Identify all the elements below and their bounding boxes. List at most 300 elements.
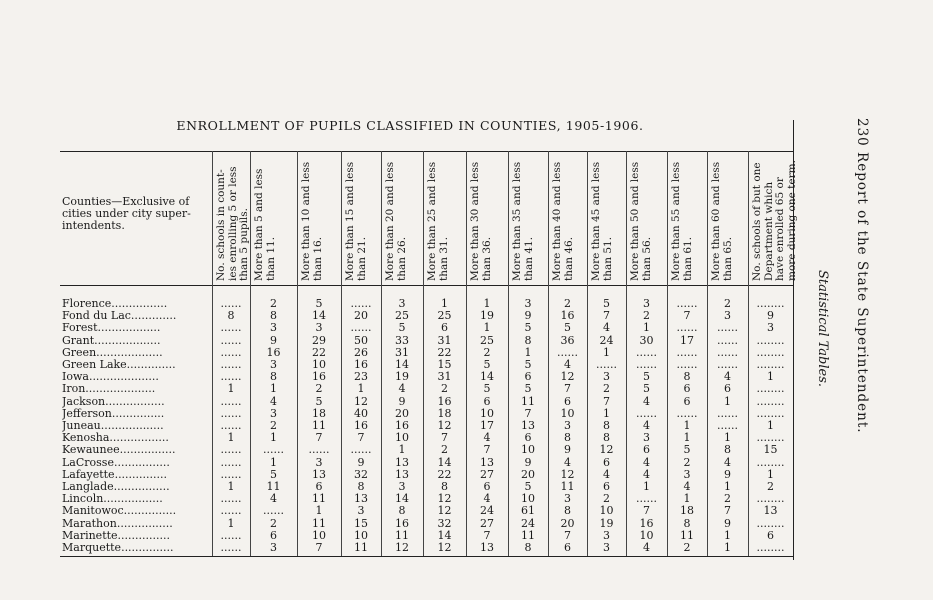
table-cell: 1 xyxy=(724,394,731,408)
table-cell: 6 xyxy=(724,382,731,396)
table-cell: 5 xyxy=(524,358,532,371)
table-cell: 13 xyxy=(480,541,494,554)
county-name: Marinette............... xyxy=(62,528,170,542)
table-cell: 5 xyxy=(398,321,406,335)
table-cell: 2 xyxy=(683,541,691,554)
table-cell: 1 xyxy=(315,504,323,518)
table-cell: ...... xyxy=(717,358,738,371)
table-cell: 16 xyxy=(639,516,654,530)
table-cell: 4 xyxy=(643,541,650,554)
table-cell: 11 xyxy=(395,528,409,542)
running-head-text: 230 Report of the State Superintendent. xyxy=(854,118,870,434)
table-cell: ...... xyxy=(220,406,242,420)
table-cell: 19 xyxy=(480,309,494,323)
table-cell: 5 xyxy=(603,297,610,310)
table-cell: ...... xyxy=(220,394,242,408)
table-cell: 4 xyxy=(564,455,571,469)
table-cell: ...... xyxy=(263,504,284,518)
table-cell: 11 xyxy=(521,394,535,408)
table-cell: 22 xyxy=(312,345,326,359)
table-cell: 2 xyxy=(270,297,277,310)
table-cell: 20 xyxy=(395,406,409,420)
table-cell: 8 xyxy=(683,370,691,384)
column-header-text: More than 45 and less than 51. xyxy=(590,161,614,281)
table-cell: 4 xyxy=(483,492,491,506)
table-cell: 11 xyxy=(312,419,326,432)
table-cell: 2 xyxy=(724,297,731,310)
top-rule xyxy=(60,151,793,152)
table-cell: 7 xyxy=(643,504,650,518)
column-header-text: No. schools of but one Department which have enrolled 65 or more during one term. xyxy=(751,160,798,281)
county-name: Kenosha................. xyxy=(62,431,169,445)
table-cell: 1 xyxy=(441,297,448,310)
column-header-text: More than 35 and less than 41. xyxy=(511,161,535,281)
table-cell: 1 xyxy=(270,455,277,469)
table-cell: 8 xyxy=(357,480,365,493)
table-cell: 2 xyxy=(564,297,571,310)
table-cell: 1 xyxy=(483,297,491,310)
table-cell: 13 xyxy=(312,467,326,481)
header-rule xyxy=(60,285,793,286)
table-cell: 7 xyxy=(683,309,691,323)
table-cell: 6 xyxy=(603,480,610,493)
table-cell: 11 xyxy=(312,516,326,530)
table-cell: 4 xyxy=(724,370,731,384)
table-cell: ...... xyxy=(220,443,242,457)
table-cell: ...... xyxy=(717,419,738,432)
table-cell: ...... xyxy=(220,467,242,481)
table-cell: 7 xyxy=(483,528,491,542)
table-cell: 17 xyxy=(480,419,494,432)
table-cell: 6 xyxy=(683,382,691,396)
table-cell: 14 xyxy=(312,309,326,323)
table-cell: 13 xyxy=(521,419,535,432)
table-cell: ...... xyxy=(717,321,738,335)
table-cell: 27 xyxy=(480,516,494,530)
table-cell: 1 xyxy=(227,516,235,530)
table-cell: 31 xyxy=(437,333,452,347)
table-cell: 5 xyxy=(483,382,491,396)
table-cell: 10 xyxy=(354,528,368,542)
table-cell: 12 xyxy=(560,467,575,481)
table-cell: 61 xyxy=(521,504,535,518)
table-cell: ...... xyxy=(220,504,242,518)
table-cell: 12 xyxy=(395,541,409,554)
table-cell: 20 xyxy=(354,309,368,323)
column-header xyxy=(751,156,872,281)
column-header-text: More than 5 and less than 11. xyxy=(253,168,277,281)
table-cell: 4 xyxy=(483,431,491,445)
table-cell: ........ xyxy=(756,406,785,420)
table-cell: 10 xyxy=(521,443,535,457)
table-cell: 3 xyxy=(357,504,365,518)
table-cell: 7 xyxy=(483,443,491,457)
table-cell: 4 xyxy=(643,394,650,408)
table-cell: ...... xyxy=(350,297,372,310)
bottom-rule xyxy=(60,556,793,557)
table-cell: 16 xyxy=(437,394,452,408)
table-cell: ...... xyxy=(220,541,242,554)
table-cell: ........ xyxy=(756,516,785,530)
table-cell: ........ xyxy=(756,541,785,554)
table-cell: 7 xyxy=(564,528,571,542)
county-name: Fond du Lac............. xyxy=(62,309,177,323)
table-cell: 25 xyxy=(480,333,494,347)
table-cell: 25 xyxy=(437,309,452,323)
table-cell: 9 xyxy=(724,467,731,481)
county-name: Jackson................. xyxy=(62,394,165,408)
table-cell: ...... xyxy=(717,345,738,359)
table-cell: 12 xyxy=(437,504,452,518)
table-cell: 8 xyxy=(603,419,610,432)
table-cell: 9 xyxy=(398,394,406,408)
table-cell: 22 xyxy=(437,467,452,481)
table-cell: 2 xyxy=(270,419,277,432)
table-cell: 9 xyxy=(270,333,277,347)
table-cell: 19 xyxy=(599,516,614,530)
table-cell: 3 xyxy=(603,370,610,384)
table-cell: 5 xyxy=(524,480,532,493)
table-cell: 3 xyxy=(398,480,406,493)
table-cell: ...... xyxy=(676,297,698,310)
table-cell: 12 xyxy=(437,541,452,554)
table-cell: 8 xyxy=(724,443,731,457)
table-cell: 16 xyxy=(395,516,409,530)
table-cell: 9 xyxy=(564,443,571,457)
table-cell: 3 xyxy=(564,492,571,506)
table-cell: 5 xyxy=(315,394,323,408)
table-cell: 1 xyxy=(270,382,277,396)
table-cell: 1 xyxy=(724,480,731,493)
table-cell: 8 xyxy=(398,504,406,518)
table-cell: ........ xyxy=(756,431,785,445)
table-cell: 4 xyxy=(603,321,610,335)
table-cell: 6 xyxy=(603,455,610,469)
table-cell: 24 xyxy=(480,504,494,518)
table-cell: 6 xyxy=(767,528,774,542)
table-cell: 5 xyxy=(643,370,650,384)
table-cell: ...... xyxy=(676,345,698,359)
table-cell: ...... xyxy=(220,345,242,359)
table-cell: 2 xyxy=(683,455,691,469)
column-header-text: More than 25 and less than 31. xyxy=(426,161,450,281)
column-header-text: More than 55 and less than 61. xyxy=(670,161,694,281)
table-cell: 3 xyxy=(564,419,571,432)
table-cell: 12 xyxy=(354,394,368,408)
table-cell: 9 xyxy=(524,309,532,323)
table-cell: 1 xyxy=(724,528,731,542)
table-cell: 16 xyxy=(560,309,575,323)
column-header-text: More than 20 and less than 26. xyxy=(384,161,408,281)
counties-header: Counties—Exclusive of cities under city super-intendents. xyxy=(62,195,191,232)
table-cell: 11 xyxy=(354,541,368,554)
table-cell: 8 xyxy=(441,480,448,493)
table-cell: 8 xyxy=(270,309,277,323)
table-cell: ...... xyxy=(636,345,657,359)
table-cell: 1 xyxy=(483,321,491,335)
table-cell: 25 xyxy=(395,309,409,323)
table-cell: 3 xyxy=(270,358,277,371)
table-cell: 4 xyxy=(643,467,650,481)
table-cell: 29 xyxy=(312,333,326,347)
table-title: ENROLLMENT OF PUPILS CLASSIFIED IN COUNTIES, 1905-1906. xyxy=(176,118,644,133)
table-cell: 13 xyxy=(480,455,494,469)
column-header-text: More than 40 and less than 46. xyxy=(551,161,575,281)
table-cell: ...... xyxy=(676,321,698,335)
table-cell: 3 xyxy=(643,431,650,445)
table-cell: ........ xyxy=(756,455,785,469)
table-cell: 3 xyxy=(315,321,323,335)
county-name: Jefferson............... xyxy=(62,406,165,420)
table-cell: 10 xyxy=(312,358,326,371)
table-cell: 16 xyxy=(395,419,409,432)
county-name: Lafayette............... xyxy=(62,467,168,481)
table-cell: 2 xyxy=(441,382,448,396)
table-cell: 13 xyxy=(354,492,368,506)
table-cell: 3 xyxy=(270,541,277,554)
table-cell: ...... xyxy=(220,492,242,506)
table-cell: ...... xyxy=(220,419,242,432)
table-cell: 7 xyxy=(603,309,610,323)
table-cell: 10 xyxy=(480,406,494,420)
table-cell: ...... xyxy=(636,358,657,371)
table-cell: ...... xyxy=(220,321,242,335)
table-cell: 6 xyxy=(315,480,323,493)
table-cell: 1 xyxy=(398,443,406,457)
table-cell: 1 xyxy=(683,492,691,506)
table-cell: 20 xyxy=(560,516,575,530)
table-cell: 3 xyxy=(643,297,650,310)
table-cell: 1 xyxy=(724,431,731,445)
table-cell: ........ xyxy=(756,382,785,396)
table-cell: 26 xyxy=(354,345,368,359)
table-cell: 11 xyxy=(521,528,535,542)
table-cell: 50 xyxy=(354,333,368,347)
table-cell: ........ xyxy=(756,394,785,408)
table-cell: 1 xyxy=(767,467,774,481)
county-name: Iron.................... xyxy=(62,382,156,396)
column-header-text: More than 10 and less than 16. xyxy=(300,161,324,281)
table-cell: 7 xyxy=(441,431,448,445)
table-cell: 3 xyxy=(270,321,277,335)
table-cell: 13 xyxy=(395,455,409,469)
table-cell: 8 xyxy=(564,431,571,445)
table-cell: 10 xyxy=(639,528,654,542)
table-cell: 14 xyxy=(480,370,494,384)
table-cell: 12 xyxy=(437,492,452,506)
table-cell: ...... xyxy=(717,406,738,420)
table-cell: 4 xyxy=(643,419,650,432)
table-cell: 4 xyxy=(603,467,610,481)
table-cell: 2 xyxy=(603,492,610,506)
table-cell: 1 xyxy=(357,382,365,396)
table-cell: 3 xyxy=(724,309,731,323)
table-cell: 24 xyxy=(521,516,535,530)
table-cell: 5 xyxy=(524,382,532,396)
table-cell: 12 xyxy=(599,443,614,457)
table-cell: 5 xyxy=(315,297,323,310)
table-cell: 16 xyxy=(266,345,281,359)
table-cell: 11 xyxy=(560,480,575,493)
table-cell: 11 xyxy=(266,480,281,493)
table-cell: 6 xyxy=(270,528,277,542)
county-name: Marathon................ xyxy=(62,516,173,530)
table-cell: 5 xyxy=(524,321,532,335)
table-cell: ...... xyxy=(220,455,242,469)
table-cell: 8 xyxy=(564,504,571,518)
table-cell: ...... xyxy=(676,358,698,371)
table-cell: 3 xyxy=(398,297,406,310)
column-header-text: More than 30 and less than 36. xyxy=(469,161,493,281)
table-cell: 4 xyxy=(643,455,650,469)
table-cell: 10 xyxy=(312,528,326,542)
table-cell: 4 xyxy=(564,358,571,371)
table-cell: 16 xyxy=(312,370,326,384)
table-cell: 2 xyxy=(315,382,323,396)
table-cell: 2 xyxy=(643,309,650,323)
table-cell: 31 xyxy=(395,345,409,359)
table-cell: ...... xyxy=(220,297,242,310)
table-cell: 1 xyxy=(767,419,774,432)
table-cell: 24 xyxy=(599,333,614,347)
table-cell: 1 xyxy=(683,419,691,432)
table-cell: ........ xyxy=(756,358,785,371)
table-cell: 10 xyxy=(521,492,535,506)
county-name: LaCrosse................ xyxy=(62,455,170,469)
table-cell: 3 xyxy=(315,455,323,469)
table-cell: 15 xyxy=(763,443,778,457)
table-cell: 2 xyxy=(483,345,491,359)
table-cell: 2 xyxy=(603,382,610,396)
table-cell: 1 xyxy=(227,382,235,396)
county-name: Green................... xyxy=(62,345,163,359)
table-cell: ...... xyxy=(557,345,578,359)
table-cell: 14 xyxy=(395,358,409,371)
county-name: Manitowoc............... xyxy=(62,504,177,518)
table-cell: ...... xyxy=(717,333,738,347)
table-cell: ........ xyxy=(756,333,785,347)
table-cell: 6 xyxy=(483,394,491,408)
table-cell: ........ xyxy=(756,297,785,310)
table-cell: 7 xyxy=(315,541,323,554)
table-cell: 8 xyxy=(227,309,235,323)
table-cell: 6 xyxy=(441,321,448,335)
table-cell: 17 xyxy=(680,333,694,347)
table-cell: 4 xyxy=(683,480,691,493)
table-cell: 12 xyxy=(437,419,452,432)
table-cell: 40 xyxy=(354,406,368,420)
table-cell: ...... xyxy=(263,443,284,457)
table-cell: 1 xyxy=(724,541,731,554)
table-cell: 6 xyxy=(524,370,532,384)
table-cell: 7 xyxy=(524,406,532,420)
table-cell: 13 xyxy=(763,504,778,518)
table-cell: 1 xyxy=(524,345,532,359)
table-cell: 14 xyxy=(437,455,452,469)
table-cell: 1 xyxy=(683,431,691,445)
table-cell: 7 xyxy=(603,394,610,408)
table-cell: 7 xyxy=(315,431,323,445)
table-cell: 2 xyxy=(724,492,731,506)
table-cell: 1 xyxy=(643,480,650,493)
table-cell: 5 xyxy=(483,358,491,371)
table-cell: 1 xyxy=(643,321,650,335)
table-cell: 7 xyxy=(357,431,365,445)
table-cell: ...... xyxy=(220,370,242,384)
county-name: Juneau.................. xyxy=(62,419,164,432)
table-cell: 10 xyxy=(395,431,409,445)
table-cell: 9 xyxy=(524,455,532,469)
table-cell: 3 xyxy=(524,297,532,310)
table-cell: 12 xyxy=(560,370,575,384)
table-cell: 8 xyxy=(270,370,277,384)
table-cell: 9 xyxy=(357,455,365,469)
table-cell: ...... xyxy=(636,406,657,420)
table-cell: 2 xyxy=(767,480,774,493)
table-cell: 6 xyxy=(643,443,650,457)
table-cell: 4 xyxy=(270,492,277,506)
table-cell: 6 xyxy=(524,431,532,445)
table-cell: ........ xyxy=(756,345,785,359)
table-cell: 4 xyxy=(270,394,277,408)
table-cell: 1 xyxy=(603,345,610,359)
table-cell: 33 xyxy=(395,333,409,347)
table-cell: ...... xyxy=(676,406,698,420)
table-cell: 2 xyxy=(270,516,277,530)
table-cell: 9 xyxy=(724,516,731,530)
table-cell: ........ xyxy=(756,492,785,506)
table-cell: 15 xyxy=(354,516,368,530)
table-cell: 22 xyxy=(437,345,452,359)
table-cell: 11 xyxy=(680,528,694,542)
section-subtitle-text: Statistical Tables. xyxy=(815,270,830,388)
county-name: Marquette............... xyxy=(62,541,174,554)
table-cell: 32 xyxy=(437,516,452,530)
county-name: Florence................ xyxy=(62,297,168,310)
table-cell: 4 xyxy=(398,382,406,396)
county-name: Langlade................ xyxy=(62,480,170,493)
table-cell: 1 xyxy=(767,370,774,384)
table-cell: 6 xyxy=(564,541,571,554)
table-cell: 1 xyxy=(227,431,235,445)
table-cell: 23 xyxy=(354,370,368,384)
table-cell: 32 xyxy=(354,467,368,481)
table-cell: 36 xyxy=(560,333,575,347)
table-cell: 13 xyxy=(395,467,409,481)
table-cell: 8 xyxy=(683,516,691,530)
column-header-text: More than 60 and less than 65. xyxy=(710,161,734,281)
table-cell: 11 xyxy=(312,492,326,506)
column-header-text: No. schools in count-ies enrolling 5 or less than 5 pupils. xyxy=(215,166,250,281)
table-cell: 8 xyxy=(524,333,532,347)
table-cell: 14 xyxy=(437,528,452,542)
table-cell: ...... xyxy=(636,492,657,506)
table-cell: 15 xyxy=(437,358,452,371)
table-cell: 6 xyxy=(564,394,571,408)
table-cell: 10 xyxy=(560,406,575,420)
table-cell: 5 xyxy=(564,321,571,335)
table-cell: ...... xyxy=(596,358,617,371)
column-header-text: More than 15 and less than 21. xyxy=(344,161,368,281)
column-header-text: More than 50 and less than 56. xyxy=(629,161,653,281)
table-cell: 1 xyxy=(227,480,235,493)
table-cell: 9 xyxy=(767,309,774,323)
table-cell: 7 xyxy=(724,504,731,518)
section-subtitle xyxy=(812,270,832,420)
table-cell: 16 xyxy=(354,419,368,432)
table-cell: 7 xyxy=(564,382,571,396)
table-cell: 4 xyxy=(724,455,731,469)
